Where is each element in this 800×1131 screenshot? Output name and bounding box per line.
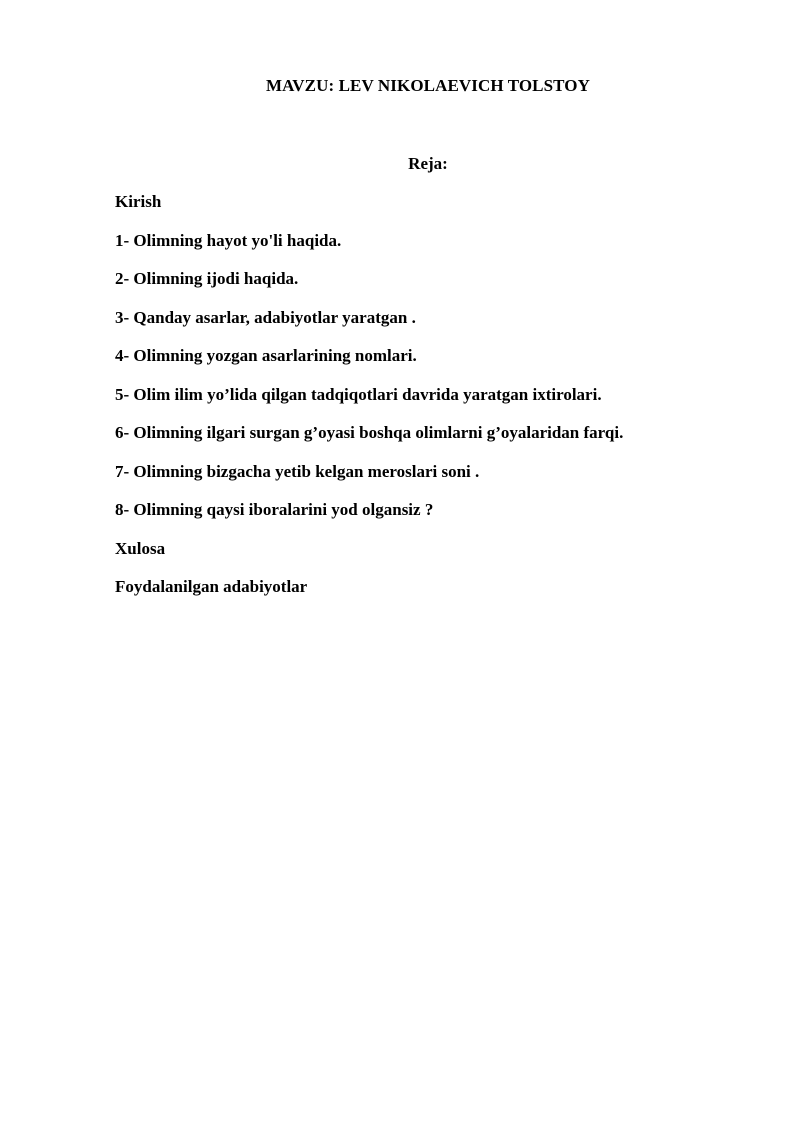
conclusion-line: Xulosa [115, 538, 166, 558]
intro-line: Kirish [115, 192, 162, 211]
document-title: MAVZU: LEV NIKOLAEVICH TOLSTOY [265, 76, 591, 95]
plan-item-2: 2- Olimning ijodi haqida. [115, 269, 299, 288]
plan-item-4: 4- Olimning yozgan asarlarining nomlari. [115, 346, 417, 365]
plan-heading: Reja: [408, 154, 448, 173]
plan-list [115, 191, 755, 615]
references-line: Foydalanilgan adabiyotlar [115, 577, 308, 596]
plan-item-7: 7- Olimning bizgacha yetib kelgan meroslari soni . [115, 461, 480, 481]
plan-item-8: 8- Olimning qaysi iboralarini yod olgansiz ? [115, 500, 434, 519]
plan-item-1: 1- Olimning hayot yo'li haqida. [115, 230, 342, 250]
plan-item-3: 3- Qanday asarlar, adabiyotlar yaratgan . [115, 307, 416, 327]
plan-item-5: 5- Olim ilim yo’lida qilgan tadqiqotlari davrida yaratgan ixtirolari. [115, 384, 602, 404]
plan-item-6: 6- Olimning ilgari surgan g’oyasi boshqa olimlarni g’oyalaridan farqi. [115, 423, 624, 442]
